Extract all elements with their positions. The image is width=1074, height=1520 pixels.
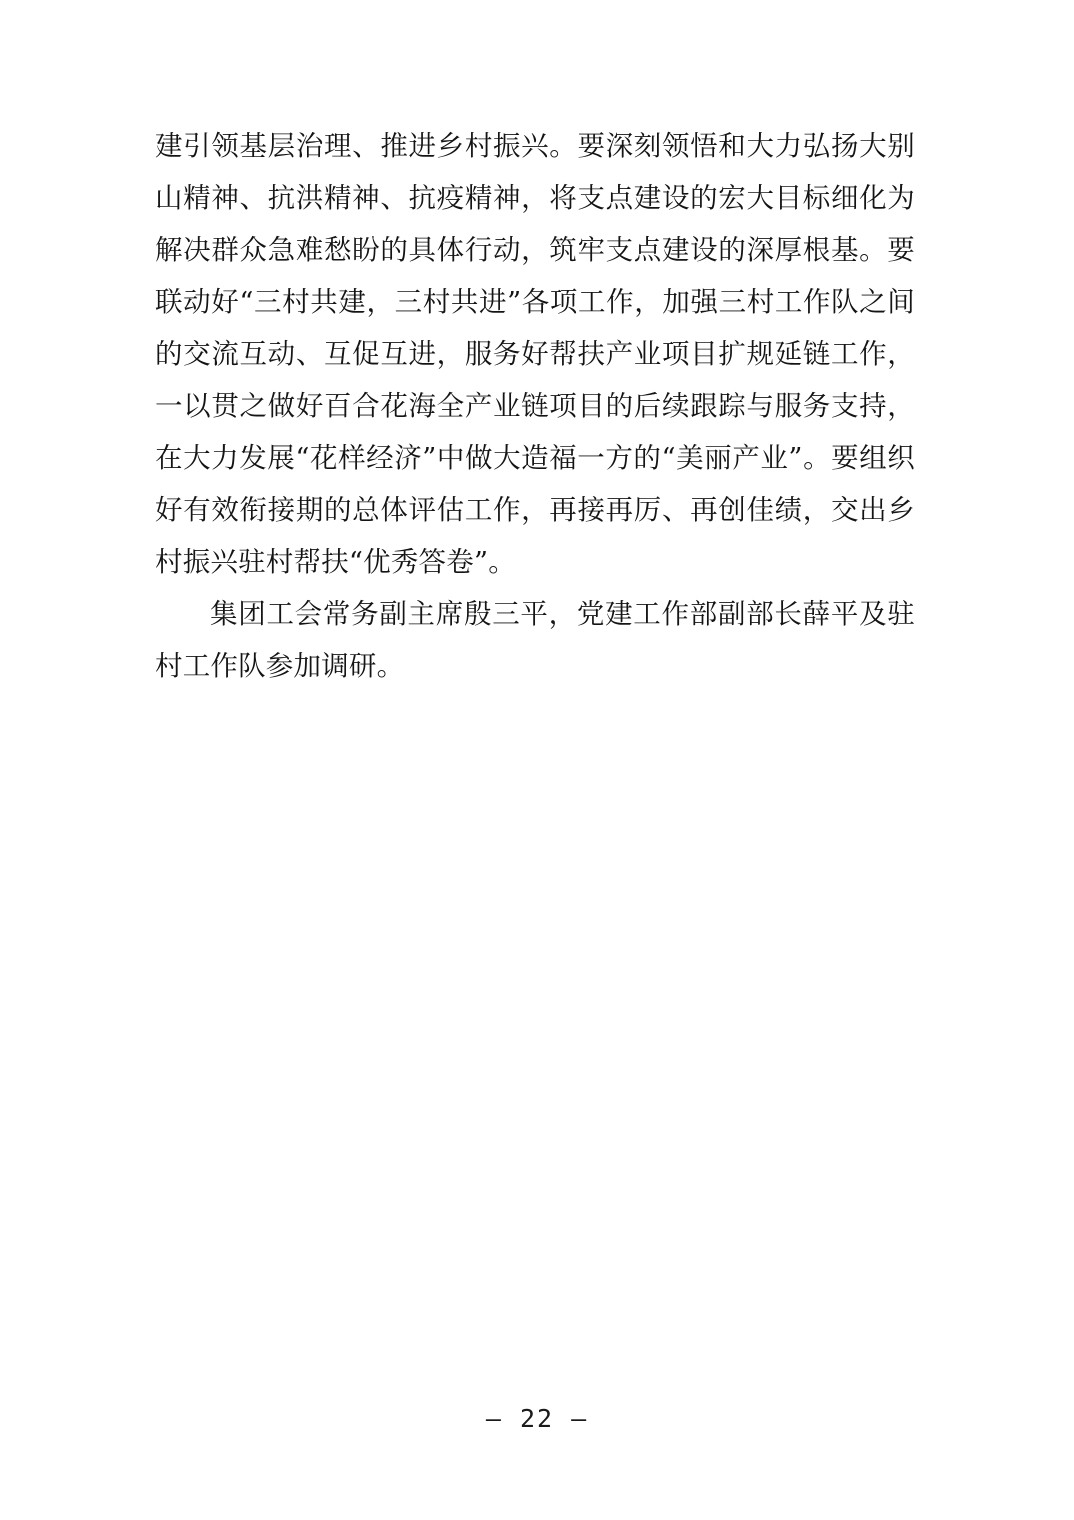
page-number: — 22 — <box>485 1404 589 1433</box>
document-body <box>155 120 915 692</box>
body-paragraph-1: 建引领基层治理、推进乡村振兴。要深刻领悟和大力弘扬大别山精神、抗洪精神、抗疫精神，将支点建设的宏大目标细化为解决群众急难愁盼的具体行动，筑牢支点建设的深厚根基。要联动好“三村共建，三村共进”各项工作，加强三村工作队之间的交流互动、互促互进，服务好帮扶产业项目扩规延链工作，一以贯之做好百合花海全产业链项目的后续跟踪与服务支持，在大力发展“花样经济”中做大造福一方的“美丽产业”。要组织好有效衔接期的总体评估工作，再接再厉、再创佳绩，交出乡村振兴驻村帮扶“优秀答卷”。 <box>155 130 915 578</box>
body-paragraph-2: 集团工会常务副主席殷三平，党建工作部副部长薛平及驻村工作队参加调研。 <box>155 598 915 682</box>
